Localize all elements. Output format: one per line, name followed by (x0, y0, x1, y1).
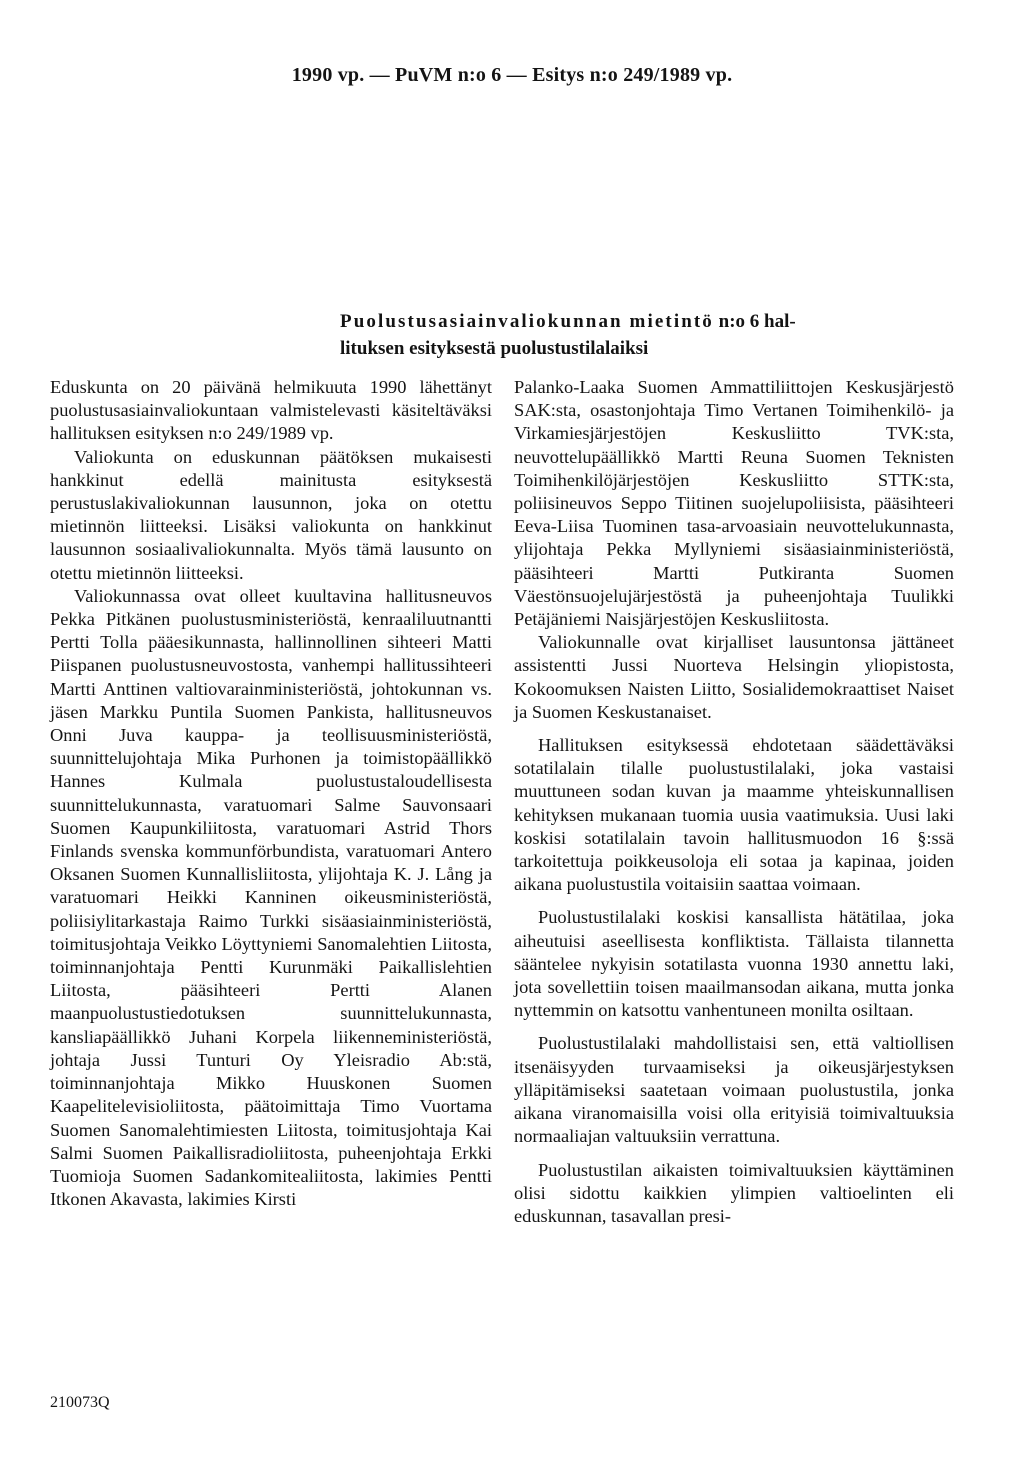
paragraph: Puolustustilalaki mahdollistaisi sen, että valtiollisen itsenäisyyden turvaamiseksi ja oikeusjärjestyksen ylläpitämiseksi saatetaan voimaan puolustustila, jonka aikana viranomaisilla voisi olla erityisiä toimivaltuuksia normaaliajan valtuuksiin verrattuna. (514, 1033, 954, 1147)
paragraph: Palanko-Laaka Suomen Ammattiliittojen Keskusjärjestö SAK:sta, osastonjohtaja Timo Vertanen Toimihenkilö- ja Virkamiesjärjestöjen Keskusliitto TVK:sta, neuvottelupäällikkö Martti Reuna Suomen Teknisten Toimihenkilöjärjestöjen Keskusliitto STTK:sta, poliisineuvos Seppo Tiitinen suojelupoliisista, pääsihteeri Eeva-Liisa Tuominen tasa-arvoasiain neuvottelukunnasta, ylijohtaja Pekka Myllyniemi sisäasiainministeriöstä, pääsihteeri Martti Putkiranta Suomen Väestönsuojelujärjestöstä ja puheenjohtaja Tuulikki Petäjäniemi Naisjärjestöjen Keskusliitosta. (514, 377, 954, 630)
left-column (50, 376, 492, 1211)
paragraph: Valiokunnalle ovat kirjalliset lausuntonsa jättäneet assistentti Jussi Nuorteva Helsingin yliopistosta, Kokoomuksen Naisten Liitto, Sosialidemokraattiset Naiset ja Suomen Keskustanaiset. (514, 632, 954, 722)
paragraph: Eduskunta on 20 päivänä helmikuuta 1990 lähettänyt puolustusasiainvaliokuntaan valmistelevasti käsiteltäväksi hallituksen esityksen n:o 249/1989 vp. (50, 377, 492, 444)
right-column (514, 376, 954, 1228)
paragraph: Valiokunta on eduskunnan päätöksen mukaisesti hankkinut edellä mainitusta esityksestä perustuslakivaliokunnan lausunnon, joka on otettu mietinnön liitteeksi. Lisäksi valiokunta on hankkinut lausunnon sosiaalivaliokunnalta. Myös tämä lausunto on otettu mietinnön liitteeksi. (50, 446, 492, 583)
paragraph: Hallituksen esityksessä ehdotetaan säädettäväksi sotatilalain tilalle puolustustilalaki, joka vastaisi muuttuneen sodan kuvan ja maamme yhteiskunnallisen kehityksen mukanaan tuomia uusia vaatimuksia. Uusi laki koskisi sotatilalain tavoin hallitusmuodon 16 §:ssä tarkoitettuja poikkeusoloja eli sotaa ja kapinaa, joiden aikana puolustustila voitaisiin saattaa voimaan. (514, 735, 954, 895)
document-code: 210073Q (50, 1394, 110, 1411)
paragraph: Puolustustilalaki koskisi kansallista hätätilaa, joka aiheutuisi aseellisesta konfliktista. Tällaista tilannetta sääntelee nykyisin sotatilasta vuonna 1930 annettu laki, jota sovellettiin toisen maailmansodan aikana, mutta jonka nyttemmin on katsottu vanhentuneen monilta osiltaan. (514, 907, 954, 1021)
paragraph: Valiokunnassa ovat olleet kuultavina hallitusneuvos Pekka Pitkänen puolustusministeriöstä, kenraaliluutnantti Pertti Tolla pääesikunnasta, hallinnollinen sihteeri Matti Piispanen puolustusneuvostosta, vanhempi hallitussihteeri Martti Anttinen valtiovarainministeriöstä, johtokunnan vs. jäsen Markku Puntila Suomen Pankista, hallitusneuvos Onni Juva kauppa- ja teollisuusministeriöstä, suunnittelujohtaja Mika Purhonen ja toimistopäällikkö Hannes Kulmala puolustustaloudellisesta suunnittelukunnasta, varatuomari Salme Sauvonsaari Suomen Kaupunkiliitosta, varatuomari Astrid Thors Finlands svenska kommunförbundista, varatuomari Antero Oksanen Suomen Kunnallisliitosta, ylijohtaja K. J. Lång ja varatuomari Heikki Kanninen oikeusministeriöstä, poliisiylitarkastaja Raimo Turkki sisäasiainministeriöstä, toimitusjohtaja Veikko Löyttyniemi Sanomalehtien Liitosta, toiminnanjohtaja Pentti Kurunmäki Paikallislehtien Liitosta, pääsihteeri Pertti Alanen maanpuolustustiedotuksen suunnittelukunnasta, kansliapäällikkö Juhani Korpela liikenneministeriöstä, johtaja Jussi Tunturi Oy Yleisradio Ab:stä, toiminnanjohtaja Mikko Huuskonen Suomen Kaapelitelevisioliitosta, päätoimittaja Timo Vuortama Suomen Sanomalehtimiesten Liitosta, toimitusjohtaja Kai Salmi Suomen Paikallisradioliitosta, puheenjohtaja Erkki Tuomioja Suomen Sadankomitealiitosta, lakimies Pentti Itkonen Akavasta, lakimies Kirsti (50, 585, 492, 1210)
report-subject: lituksen esityksestä puolustustilalaiksi (340, 338, 649, 359)
running-header: 1990 vp. — PuVM n:o 6 — Esitys n:o 249/1989 vp. (291, 64, 733, 86)
report-number: n:o 6 hal- (718, 311, 796, 332)
report-title (340, 308, 992, 362)
paragraph: Puolustustilan aikaisten toimivaltuuksien käyttäminen olisi sidottu kaikkien ylimpien valtioelinten eli eduskunnan, tasavallan presi- (514, 1159, 954, 1226)
committee-name: Puolustusasiainvaliokunnan mietintö (340, 311, 714, 332)
